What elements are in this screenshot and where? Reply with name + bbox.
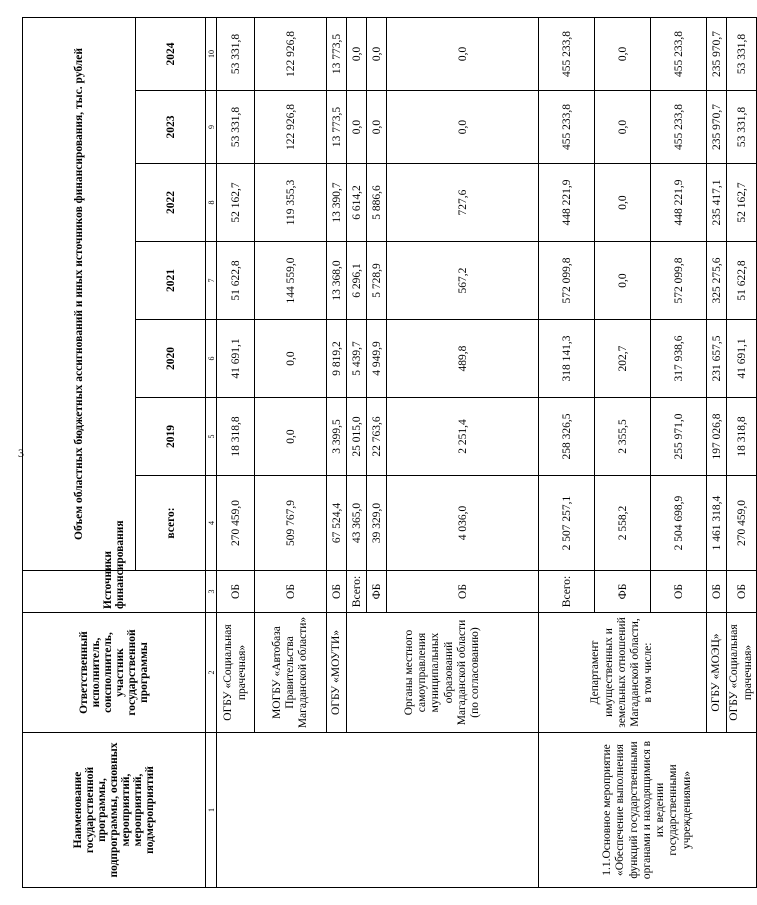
cell-value: 448 221,9	[651, 164, 707, 242]
header-year: 2023	[136, 91, 206, 164]
cell-value: 572 099,8	[651, 242, 707, 320]
cell-value: 41 691,1	[217, 320, 255, 398]
cell-value: 0,0	[387, 17, 539, 90]
cell-value: 53 331,8	[217, 91, 255, 164]
cell-source: Всего:	[539, 571, 595, 613]
cell-value: 5 886,6	[367, 164, 387, 242]
column-number: 4	[206, 476, 217, 571]
column-number: 9	[206, 91, 217, 164]
cell-value: 52 162,7	[217, 164, 255, 242]
cell-value: 18 318,8	[727, 398, 757, 476]
cell-value: 270 459,0	[727, 476, 757, 571]
cell-value: 567,2	[387, 242, 539, 320]
column-number: 2	[206, 613, 217, 733]
cell-executor: МОГБУ «Автобаза Правительства Магаданской области»	[255, 613, 327, 733]
cell-value: 13 368,0	[327, 242, 347, 320]
cell-executor: ОГБУ «МОЭЦ»	[707, 613, 727, 733]
column-number: 1	[206, 733, 217, 888]
cell-value: 122 926,8	[255, 17, 327, 90]
table-body	[217, 17, 757, 887]
cell-value: 202,7	[595, 320, 651, 398]
cell-value: 51 622,8	[217, 242, 255, 320]
header-source: Источники финансирования	[23, 571, 206, 613]
cell-value: 4 949,9	[367, 320, 387, 398]
cell-value: 0,0	[595, 17, 651, 90]
cell-value: 455 233,8	[539, 17, 595, 90]
cell-value: 144 559,0	[255, 242, 327, 320]
cell-value: 2 558,2	[595, 476, 651, 571]
cell-value: 0,0	[595, 242, 651, 320]
cell-value: 231 657,5	[707, 320, 727, 398]
cell-source: ФБ	[367, 571, 387, 613]
cell-value: 489,8	[387, 320, 539, 398]
cell-value: 9 819,2	[327, 320, 347, 398]
cell-value: 235 970,7	[707, 17, 727, 90]
cell-source: ОБ	[707, 571, 727, 613]
cell-value: 5 728,9	[367, 242, 387, 320]
cell-value: 52 162,7	[727, 164, 757, 242]
cell-value: 13 773,5	[327, 91, 347, 164]
cell-value: 2 251,4	[387, 398, 539, 476]
column-number: 8	[206, 164, 217, 242]
cell-value: 0,0	[347, 17, 367, 90]
cell-value: 18 318,8	[217, 398, 255, 476]
cell-value: 0,0	[595, 91, 651, 164]
cell-value: 1 461 318,4	[707, 476, 727, 571]
cell-value: 0,0	[255, 320, 327, 398]
header-year: 2021	[136, 242, 206, 320]
header-year: 2019	[136, 398, 206, 476]
cell-executor: ОГБУ «Социальная прачечная»	[217, 613, 255, 733]
cell-value: 235 417,1	[707, 164, 727, 242]
cell-source: Всего:	[347, 571, 367, 613]
cell-value: 572 099,8	[539, 242, 595, 320]
cell-value: 2 507 257,1	[539, 476, 595, 571]
cell-value: 455 233,8	[651, 17, 707, 90]
cell-value: 51 622,8	[727, 242, 757, 320]
cell-value: 6 296,1	[347, 242, 367, 320]
cell-value: 67 524,4	[327, 476, 347, 571]
cell-source: ОБ	[727, 571, 757, 613]
cell-value: 235 970,7	[707, 91, 727, 164]
cell-value: 2 504 698,9	[651, 476, 707, 571]
page-number: 3	[18, 446, 24, 460]
cell-value: 122 926,8	[255, 91, 327, 164]
header-year: всего:	[136, 476, 206, 571]
cell-value: 39 329,0	[367, 476, 387, 571]
header-year: 2024	[136, 17, 206, 90]
cell-source: ФБ	[595, 571, 651, 613]
cell-value: 455 233,8	[651, 91, 707, 164]
table-row	[539, 17, 595, 887]
cell-value: 2 355,5	[595, 398, 651, 476]
cell-value: 727,6	[387, 164, 539, 242]
column-number: 6	[206, 320, 217, 398]
cell-value: 4 036,0	[387, 476, 539, 571]
cell-value: 5 439,7	[347, 320, 367, 398]
cell-value: 448 221,9	[539, 164, 595, 242]
header-year: 2020	[136, 320, 206, 398]
cell-value: 41 691,1	[727, 320, 757, 398]
table-row	[217, 17, 255, 887]
cell-value: 318 141,3	[539, 320, 595, 398]
cell-value: 119 355,3	[255, 164, 327, 242]
cell-value: 317 938,6	[651, 320, 707, 398]
cell-value: 258 326,5	[539, 398, 595, 476]
cell-value: 0,0	[595, 164, 651, 242]
cell-source: ОБ	[217, 571, 255, 613]
cell-value: 0,0	[367, 17, 387, 90]
header-group: Объем областных бюджетных ассигнований и иных источников финансирования, тыс. рублей	[23, 17, 136, 570]
cell-value: 22 763,6	[367, 398, 387, 476]
cell-source: ОБ	[327, 571, 347, 613]
cell-value: 53 331,8	[727, 91, 757, 164]
cell-value: 25 015,0	[347, 398, 367, 476]
cell-executor: Департамент имущественных и земельных отношений Магаданской области, в том числе:	[539, 613, 707, 733]
cell-source: ОБ	[651, 571, 707, 613]
header-year: 2022	[136, 164, 206, 242]
cell-value: 53 331,8	[727, 17, 757, 90]
cell-value: 0,0	[255, 398, 327, 476]
cell-value: 197 026,8	[707, 398, 727, 476]
cell-value: 0,0	[367, 91, 387, 164]
cell-value: 13 390,7	[327, 164, 347, 242]
column-number: 5	[206, 398, 217, 476]
cell-executor: ОГБУ «Социальная прачечная»	[727, 613, 757, 733]
header-name: Наименование государственной программы, подпрограммы, основных мероприятий, мероприятий, подмероприятий	[23, 733, 206, 888]
cell-name: 1.1.Основное мероприятие «Обеспечение выполнения функций государственными органами и находящимися в их ведении государственными учреждениями»	[539, 733, 757, 888]
cell-value: 0,0	[347, 91, 367, 164]
cell-value: 3 399,5	[327, 398, 347, 476]
column-number: 3	[206, 571, 217, 613]
cell-value: 255 971,0	[651, 398, 707, 476]
column-number: 10	[206, 17, 217, 90]
column-number: 7	[206, 242, 217, 320]
budget-table	[22, 17, 757, 888]
header-executor: Ответственный исполнитель, соисполнитель, участник государственной программы	[23, 613, 206, 733]
cell-executor: ОГБУ «МОУТИ»	[327, 613, 347, 733]
cell-name	[217, 733, 539, 888]
cell-value: 6 614,2	[347, 164, 367, 242]
column-number-row	[206, 17, 217, 887]
rotated-table-container	[22, 18, 754, 888]
cell-value: 43 365,0	[347, 476, 367, 571]
cell-value: 509 767,9	[255, 476, 327, 571]
cell-value: 455 233,8	[539, 91, 595, 164]
cell-source: ОБ	[387, 571, 539, 613]
cell-value: 270 459,0	[217, 476, 255, 571]
cell-value: 53 331,8	[217, 17, 255, 90]
cell-source: ОБ	[255, 571, 327, 613]
cell-value: 13 773,5	[327, 17, 347, 90]
cell-value: 0,0	[387, 91, 539, 164]
cell-value: 325 275,6	[707, 242, 727, 320]
cell-executor: Органы местного самоуправления муниципальных образований Магаданской области (по согласованию)	[347, 613, 539, 733]
